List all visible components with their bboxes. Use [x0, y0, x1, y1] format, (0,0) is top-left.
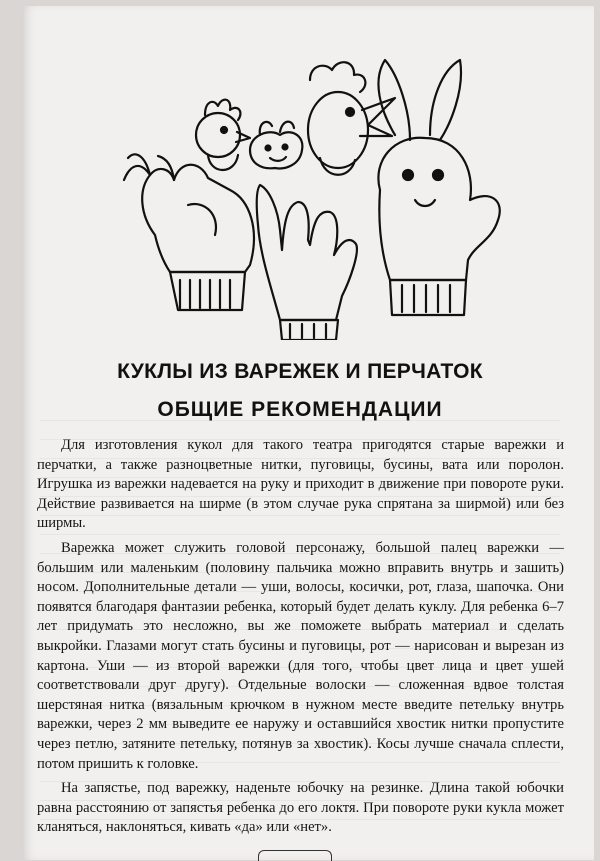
rooster-glove-icon — [257, 62, 395, 340]
section-subtitle: ОБЩИЕ РЕКОМЕНДАЦИИ — [157, 398, 443, 421]
body-text — [37, 436, 564, 843]
page-footer-ornament — [258, 850, 332, 861]
paragraph: Варежка может служить головой персонажу, большой палец варежки — большим или маленьким (половину пальчика можно вправить внутрь и зашить) носом. Дополнительные детали — уши, волосы, косички, рот, глаза, шапочка. Они появятся благодаря фантазии ребенка, который будет делать куклу. Для ребенка 6–7 лет придумать это несложно, вы же поможете выбрать материал и сделать выкройки. Глазами могут стать бусины и пуговицы, рот — нарисован и вырезан из картона. Уши — из второй варежки (для того, чтобы цвет лица и цвет ушей соответствовали друг другу). Отдельные волоски — сложенная вдвое толстая шерстяная нитка (вязальным крючком в нужном месте введите петельку внутрь варежки, через 2 мм выведите ее наружу и оставшийся хвостик нитки пропустите через петлю, затяните петельку, потянув за хвостик). Косы лучше сначала сплести, потом пришить к головке. — [37, 539, 564, 772]
small-puppet-icon — [250, 122, 302, 169]
page-title: КУКЛЫ ИЗ ВАРЕЖЕК И ПЕРЧАТОК — [117, 360, 483, 383]
paragraph: На запястье, под варежку, наденьте юбочку на резинке. Длина такой юбочки равна расстоянию от запястья ребенка до его локтя. При повороте руки кукла может кланяться, наклоняться, кивать «да» или «нет». — [37, 780, 564, 836]
bunny-mitten-icon — [378, 60, 499, 315]
paragraph: Для изготовления кукол для такого театра пригодятся старые варежки и перчатки, а также разноцветные нитки, пуговицы, бусины, вата или поролон. Игрушка из варежки надевается на руку и приходит в движение при повороте руки. Действие развивается на ширме (в этом случае рука спрятана за ширмой) или без ширмы. — [37, 437, 564, 532]
puppet-illustration — [110, 40, 510, 340]
rooster-mitten-icon — [124, 100, 254, 310]
